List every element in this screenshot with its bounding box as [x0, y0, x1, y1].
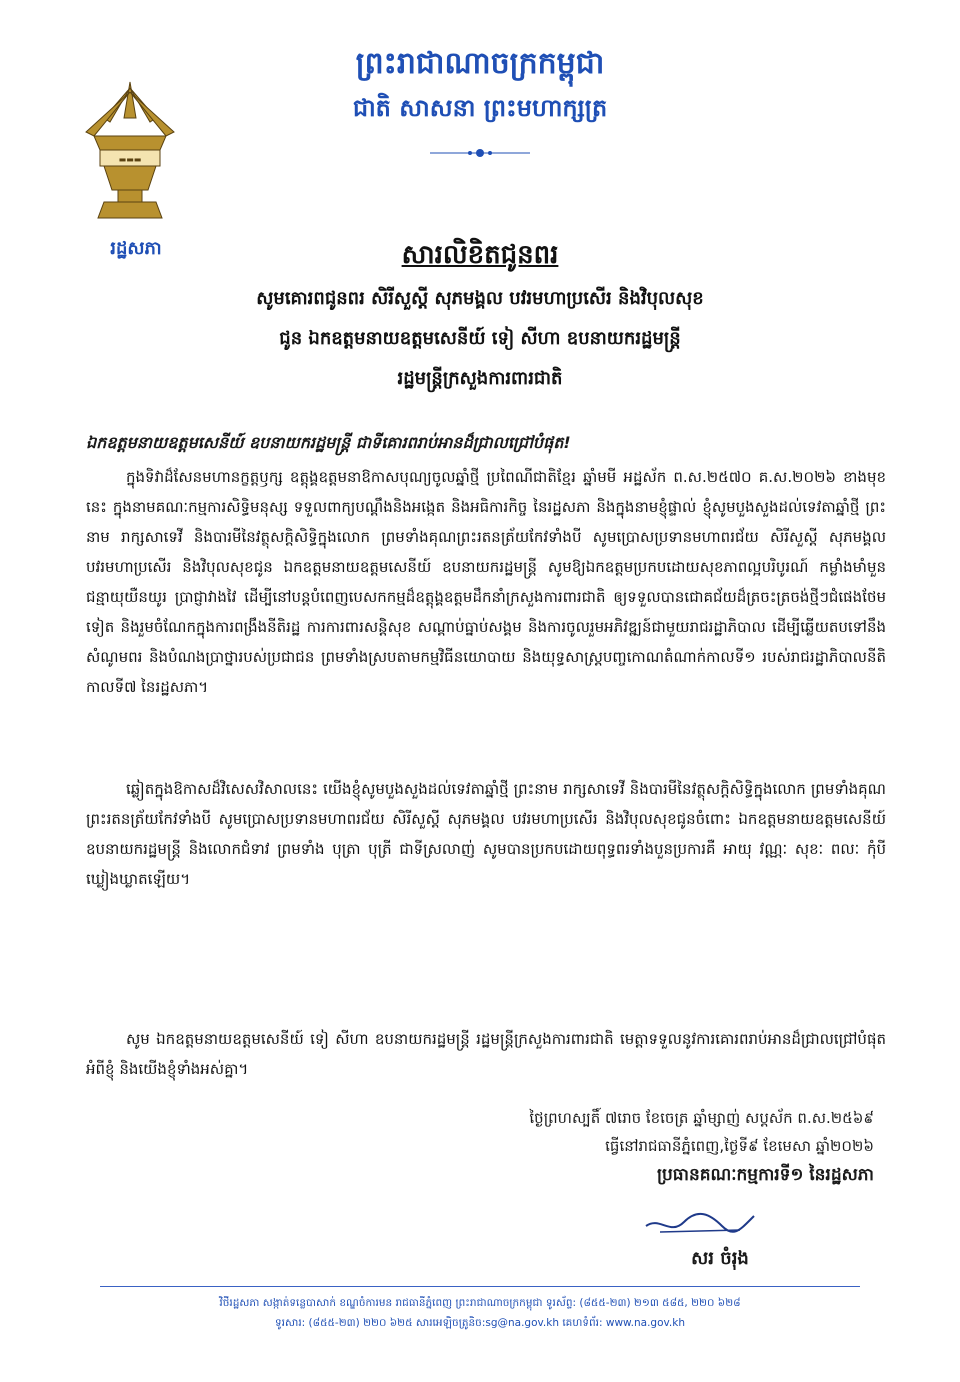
paragraph-3: សូម ឯកឧត្តមនាយឧត្តមសេនីយ៍ ទៀ សីហា ឧបនាយករដ្ឋមន្ត្រី រដ្ឋមន្ត្រីក្រសួងការពារជាតិ មេត្តាទទួលនូវការគោរពរាប់អានដ៏ជ្រាលជ្រៅបំផុតអំពីខ្ញុំ និងយើងខ្ញុំទាំងអស់គ្នា។	[86, 1030, 886, 1078]
kingdom-title: ព្រះរាជាណាចក្រកម្ពុជា	[355, 46, 605, 81]
signer-name: សរ ចំរុង	[691, 1248, 749, 1269]
ornament-divider-icon	[430, 146, 530, 160]
footer-address: វិថីរដ្ឋសភា សង្កាត់ទន្លេបាសាក់ ខណ្ឌចំការមន រាជធានីភ្នំពេញ ព្រះរាជាណាចក្រកម្ពុជា ទូរស័ព្ទ: (៨៥៥-២៣) ២១៣ ៥៨៥, ២២០ ៦២៨	[219, 1297, 741, 1309]
signature-icon	[640, 1196, 760, 1246]
signer-title: ប្រធានគណៈកម្មការទី១ នៃរដ្ឋសភា	[656, 1165, 874, 1185]
footer-divider	[100, 1286, 860, 1287]
date-solar: ធ្វើនៅរាជធានីភ្នំពេញ,ថ្ងៃទី៩ ខែមេសា ឆ្នាំ២០២៦	[605, 1137, 874, 1155]
salutation: ឯកឧត្តមនាយឧត្តមសេនីយ៍ ឧបនាយករដ្ឋមន្ត្រី ជាទីគោរពរាប់អានដ៏ជ្រាលជ្រៅបំផុត!	[86, 433, 571, 452]
paragraph-2: ឆ្លៀតក្នុងឱកាសដ៏វិសេសវិសាលនេះ យើងខ្ញុំសូមបួងសួងដល់ទេវតាឆ្នាំថ្មី ព្រះនាម រាក្សសាទេវី និងបារមីនៃវត្ថុសក្តិសិទ្ធិក្នុងលោក ព្រមទាំងគុណព្រះរតនត្រ័យកែវទាំងបី សូមប្រោសប្រទានមហាពរជ័យ សិរីសួស្តី សុភមង្គល បវរមហាប្រសើរ និងវិបុលសុខជូនចំពោះ ឯកឧត្តមនាយឧត្តមសេនីយ៍ ឧបនាយករដ្ឋមន្ត្រី និងលោកជំទាវ ព្រមទាំង បុត្រា បុត្រី ជាទីស្រលាញ់ សូមបានប្រកបដោយពុទ្ធពរទាំងបួនប្រការគឺ អាយុ វណ្ណៈ សុខៈ ពលៈ កុំបីឃ្លៀងឃ្លាតឡើយ។	[86, 780, 886, 888]
footer-contact: ទូរសារ: (៨៥៥-២៣) ២២០ ៦២៥ សារអេឡិចត្រូនិច:sg@na.gov.kh គេហទំព័រ: www.na.gov.kh	[275, 1317, 685, 1329]
letter-subtitle-line-3: រដ្ឋមន្ត្រីក្រសួងការពារជាតិ	[397, 368, 563, 389]
paragraph-1: ក្នុងទិវាដ៏សែនមហានក្ខត្តឫក្ស ឧត្តុង្គឧត្តមនាឱកាសបុណ្យចូលឆ្នាំថ្មី ប្រពៃណីជាតិខ្មែរ ឆ្នាំមមី អដ្ឋស័ក ព.ស.២៥៧០ គ.ស.២០២៦ ខាងមុខនេះ ក្នុងនាមគណៈកម្មការសិទ្ធិមនុស្ស ទទួលពាក្យបណ្តឹងនិងអង្កេត និងអធិការកិច្ច នៃរដ្ឋសភា និងក្នុងនាមខ្ញុំផ្ទាល់ ខ្ញុំសូមបួងសួងដល់ទេវតាឆ្នាំថ្មី ព្រះនាម រាក្សសាទេវី និងបារមីនៃវត្ថុសក្តិសិទ្ធិក្នុងលោក ព្រមទាំងគុណព្រះរតនត្រ័យកែវទាំងបី សូមប្រោសប្រទានមហាពរជ័យ សិរីសួស្តី សុភមង្គល បវរមហាប្រសើរ និងវិបុលសុខជូន ឯកឧត្តមនាយឧត្តមសេនីយ៍ ឧបនាយករដ្ឋមន្ត្រី សូមឱ្យឯកឧត្តមប្រកបដោយសុខភាពល្អបរិបូរណ៍ កម្លាំងមាំមួន ជន្មាយុយឺនយូរ ប្រាជ្ញាវាងវៃ ដើម្បីនៅបន្តបំពេញបេសកកម្មដ៏ឧត្តុង្គឧត្តមដឹកនាំក្រសួងការពារជាតិ ឲ្យទទួលបានជោគជ័យដ៏ត្រចះត្រចង់ថ្មីៗជំផេងថែមទៀត និងរួមចំណែកក្នុងការពង្រឹងនីតិរដ្ឋ ការការពារសន្តិសុខ សណ្តាប់ធ្នាប់សង្គម និងការចូលរួមអភិវឌ្ឍន៍ជាមួយរាជរដ្ឋាភិបាល ដើម្បីឆ្លើយតបទៅនឹងសំណូមពរ និងបំណងប្រាថ្នារបស់ប្រជាជន ព្រមទាំងស្របតាមកម្មវិធីនយោបាយ និងយុទ្ធសាស្ត្របញ្ចកោណតំណាក់កាលទី១ របស់រាជរដ្ឋាភិបាលនីតិកាលទី៧ នៃរដ្ឋសភា។	[86, 468, 886, 696]
date-lunar: ថ្ងៃព្រហស្បតិ៍ ៧រោច ខែចេត្រ ឆ្នាំម្សាញ់ សប្តស័ក ព.ស.២៥៦៩	[529, 1109, 874, 1127]
national-assembly-emblem-icon	[74, 78, 186, 230]
national-motto: ជាតិ សាសនា ព្រះមហាក្សត្រ	[352, 94, 608, 122]
letter-subtitle-line-1: សូមគោរពជូនពរ សិរីសួស្តី សុភមង្គល បវរមហាប្រសើរ និងវិបុលសុខ	[256, 288, 704, 309]
institution-name: រដ្ឋសភា	[110, 238, 162, 259]
letter-title: សារលិខិតជូនពរ	[401, 240, 559, 270]
svg-text:▬▬▬: ▬▬▬	[118, 155, 142, 164]
letter-subtitle-line-2: ជូន ឯកឧត្តមនាយឧត្តមសេនីយ៍ ទៀ សីហា ឧបនាយករដ្ឋមន្ត្រី	[279, 328, 681, 349]
